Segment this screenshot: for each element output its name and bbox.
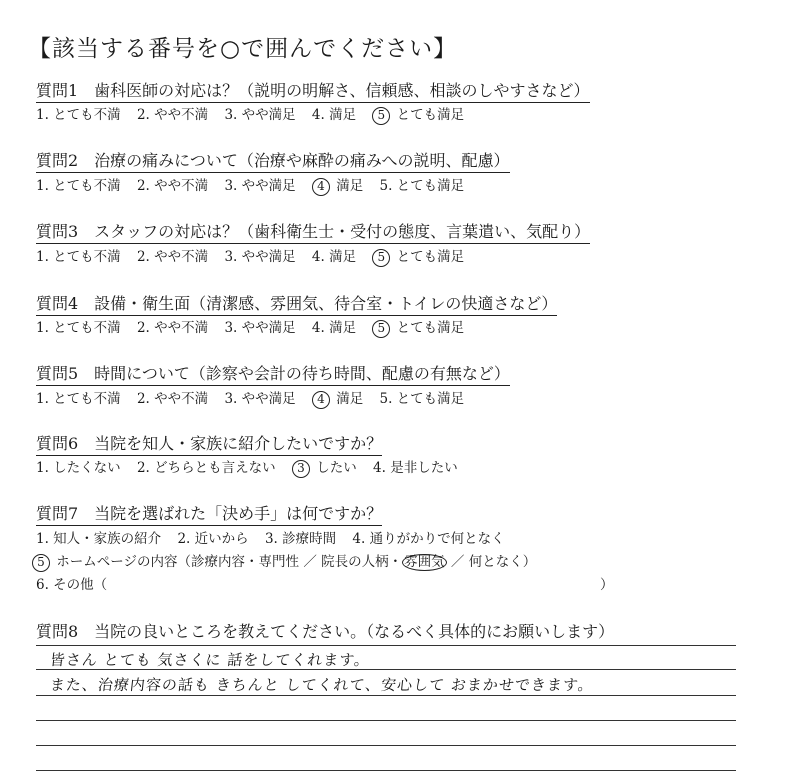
q1-option-5[interactable]: とても満足	[396, 107, 465, 123]
q1-option-4[interactable]: 4. 満足	[311, 107, 357, 123]
q7-option-6[interactable]: 6. その他（	[36, 577, 108, 593]
question-7-options-row2	[32, 553, 536, 572]
q5-option-1[interactable]: 1. とても不満	[36, 391, 121, 407]
q1-option-3[interactable]: 3. やや満足	[224, 107, 296, 123]
q4-option-3[interactable]: 3. やや満足	[224, 320, 296, 336]
q7-option-3[interactable]: 3. 診療時間	[264, 531, 337, 547]
q4-option-2[interactable]: 2. やや不満	[136, 320, 209, 336]
question-1-options	[36, 106, 464, 125]
q6-option-1[interactable]: 1. したくない	[36, 460, 121, 476]
question-5-label: 質問5 時間について（診察や会計の待ち時間、配慮の有無など）	[36, 364, 510, 386]
question-2-label: 質問2 治療の痛みについて（治療や麻酔の痛みへの説明、配慮）	[36, 151, 510, 173]
q2-option-1[interactable]: 1. とても不満	[36, 178, 121, 194]
question-6-label: 質問6 当院を知人・家族に紹介したいですか？	[36, 434, 382, 456]
question-8-label: 質問8 当院の良いところを教えてください。（なるべく具体的にお願いします）	[36, 622, 615, 641]
q6-option-3[interactable]: したい	[316, 460, 357, 476]
q6-option-2[interactable]: 2. どちらとも言えない	[136, 460, 276, 476]
q3-option-5[interactable]: とても満足	[396, 249, 465, 265]
q7-option-4[interactable]: 4. 通りがかりで何となく	[352, 531, 505, 547]
answer-line	[36, 745, 736, 746]
q7-option-1[interactable]: 1. 知人・家族の紹介	[36, 531, 162, 547]
question-3-options	[36, 248, 464, 267]
q7-option-6-close: ）	[600, 577, 614, 593]
q7-option-2[interactable]: 2. 近いから	[177, 531, 249, 547]
q3-option-2[interactable]: 2. やや不満	[136, 249, 209, 265]
question-7-options-row1	[36, 530, 505, 548]
q4-circled-answer[interactable]: 5	[372, 320, 390, 338]
answer-line	[36, 720, 736, 721]
question-6-options	[36, 459, 458, 478]
q7-option-5-text[interactable]: ホームページの内容（診療内容・専門性 ／ 院長の人柄・	[56, 554, 403, 570]
q2-option-3[interactable]: 3. やや満足	[224, 178, 296, 194]
q2-option-4[interactable]: 満足	[336, 178, 364, 194]
q4-option-1[interactable]: 1. とても不満	[36, 320, 121, 336]
q2-option-2[interactable]: 2. やや不満	[136, 178, 209, 194]
q6-circled-answer[interactable]: 3	[292, 460, 310, 478]
q4-option-5[interactable]: とても満足	[396, 320, 465, 336]
question-7-label: 質問7 当院を選ばれた「決め手」は何ですか？	[36, 504, 382, 526]
question-4-label: 質問4 設備・衛生面（清潔感、雰囲気、待合室・トイレの快適さなど）	[36, 294, 557, 316]
q4-option-4[interactable]: 4. 満足	[311, 320, 357, 336]
q8-handwritten-answer-1[interactable]: 皆さん とても 気さくに 話をしてくれます。	[49, 651, 372, 669]
q1-option-2[interactable]: 2. やや不満	[136, 107, 209, 123]
q2-option-5[interactable]: 5. とても満足	[379, 178, 465, 194]
q5-option-2[interactable]: 2. やや不満	[136, 391, 209, 407]
q7-circled-answer[interactable]: 5	[32, 554, 50, 572]
q3-option-1[interactable]: 1. とても不満	[36, 249, 121, 265]
question-2-options	[36, 177, 464, 196]
q7-circled-sub-answer[interactable]: 雰囲気	[404, 554, 445, 570]
question-5-options	[36, 390, 464, 409]
q5-circled-answer[interactable]: 4	[312, 391, 330, 409]
q5-option-5[interactable]: 5. とても満足	[379, 391, 465, 407]
q6-option-4[interactable]: 4. 是非したい	[373, 460, 458, 476]
question-7-options-row3	[36, 576, 107, 594]
q3-option-3[interactable]: 3. やや満足	[224, 249, 296, 265]
q1-option-1[interactable]: 1. とても不満	[36, 107, 121, 123]
q2-circled-answer[interactable]: 4	[312, 178, 330, 196]
q3-option-4[interactable]: 4. 満足	[311, 249, 357, 265]
question-1-label: 質問1 歯科医師の対応は？（説明の明解さ、信頼感、相談のしやすさなど）	[36, 81, 590, 103]
q1-circled-answer[interactable]: 5	[372, 107, 390, 125]
q5-option-3[interactable]: 3. やや満足	[224, 391, 296, 407]
page-title: 【該当する番号を○で囲んでください】	[28, 36, 458, 62]
answer-line	[36, 695, 736, 696]
q8-handwritten-answer-2[interactable]: また、治療内容の話も きちんと してくれて、安心して おまかせできます。	[49, 676, 595, 694]
answer-line	[36, 645, 736, 646]
answer-line	[36, 770, 736, 771]
question-3-label: 質問3 スタッフの対応は？（歯科衛生士・受付の態度、言葉遣い、気配り）	[36, 222, 590, 244]
q3-circled-answer[interactable]: 5	[372, 249, 390, 267]
q7-option-5-tail: ／ 何となく）	[450, 554, 537, 570]
q5-option-4[interactable]: 満足	[336, 391, 364, 407]
question-4-options	[36, 319, 464, 338]
